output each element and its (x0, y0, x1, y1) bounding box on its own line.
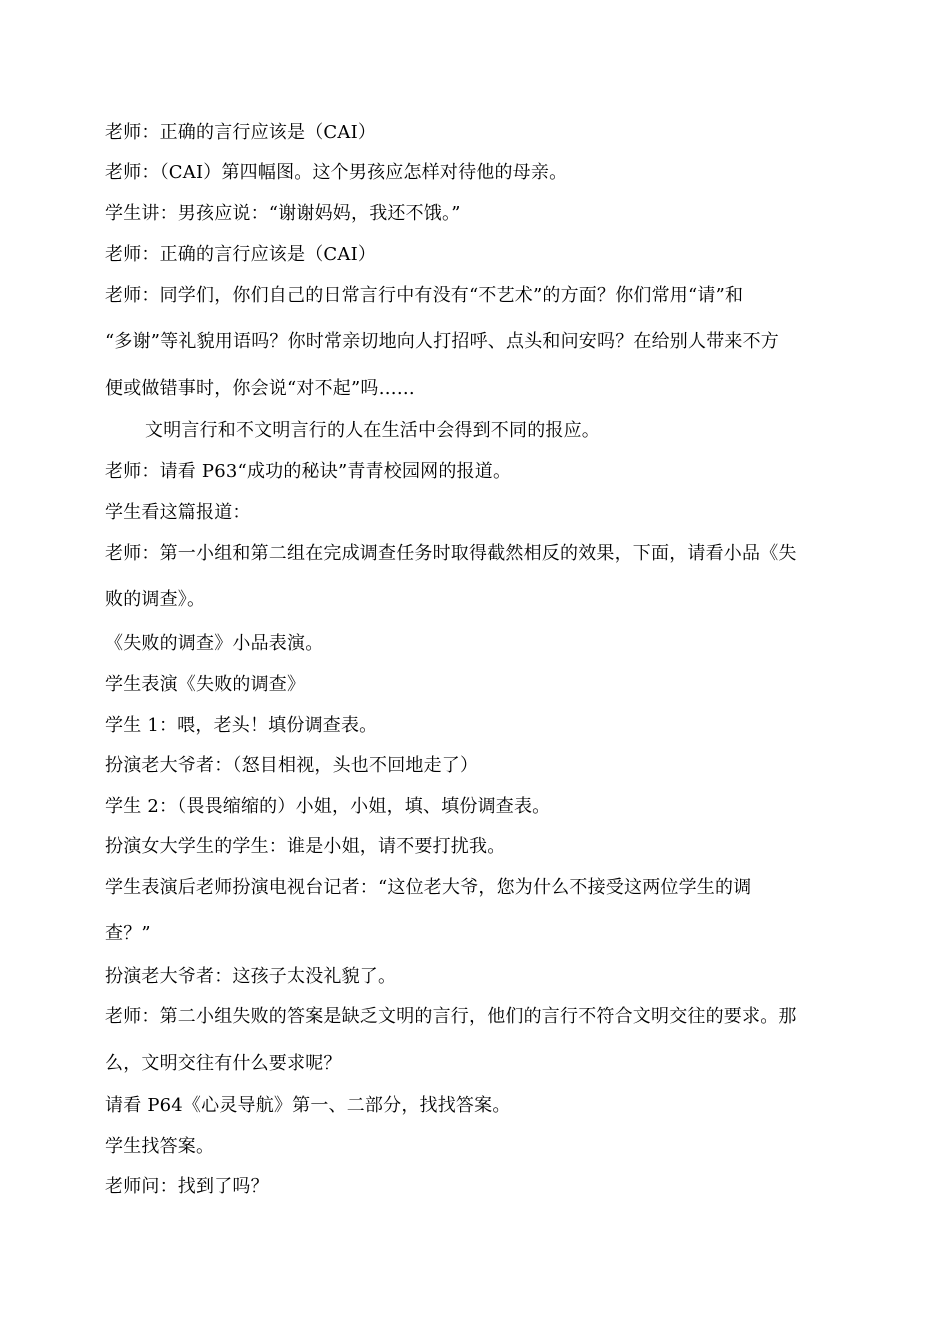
text-line: “多谢”等礼貌用语吗？你时常亲切地向人打招呼、点头和问安吗？在给别人带来不方 (105, 331, 780, 352)
text-line: 学生找答案。 (105, 1136, 215, 1157)
text-line: 文明言行和不文明言行的人在生活中会得到不同的报应。 (145, 420, 600, 441)
text-line: 学生讲：男孩应说：“谢谢妈妈，我还不饿。” (105, 203, 461, 224)
text-line: 查？” (105, 923, 151, 944)
text-line: 老师：同学们，你们自己的日常言行中有没有“不艺术”的方面？你们常用“请”和 (105, 285, 744, 306)
text-line: 学生 1：喂，老头！填份调查表。 (105, 715, 378, 736)
text-line: 学生看这篇报道： (105, 502, 251, 523)
text-line: 么，文明交往有什么要求呢？ (105, 1053, 342, 1074)
text-line: 扮演女大学生的学生：谁是小姐，请不要打扰我。 (105, 836, 506, 857)
text-line: 扮演老大爷者：这孩子太没礼貌了。 (105, 966, 397, 987)
text-line: 学生表演后老师扮演电视台记者：“这位老大爷，您为什么不接受这两位学生的调 (105, 877, 752, 898)
text-line: 老师：（CAI）第四幅图。这个男孩应怎样对待他的母亲。 (105, 162, 568, 183)
text-line: 老师：第二小组失败的答案是缺乏文明的言行，他们的言行不符合文明交往的要求。那 (105, 1006, 797, 1027)
text-line: 老师：请看 P63“成功的秘诀”青青校园网的报道。 (105, 461, 512, 482)
text-line: 扮演老大爷者：（怒目相视，头也不回地走了） (105, 755, 479, 776)
text-line: 《失败的调查》小品表演。 (105, 633, 324, 654)
text-line: 老师：正确的言行应该是（CAI） (105, 122, 377, 143)
text-line: 败的调查》。 (105, 589, 206, 610)
text-line: 便或做错事时，你会说“对不起”吗…… (105, 378, 416, 399)
text-line: 老师：正确的言行应该是（CAI） (105, 244, 377, 265)
text-line: 请看 P64《心灵导航》第一、二部分，找找答案。 (105, 1095, 511, 1116)
text-line: 老师：第一小组和第二组在完成调查任务时取得截然相反的效果，下面，请看小品《失 (105, 543, 797, 564)
text-line: 学生 2：（畏畏缩缩的）小姐，小姐，填、填份调查表。 (105, 796, 551, 817)
text-line: 老师问：找到了吗？ (105, 1176, 269, 1197)
text-line: 学生表演《失败的调查》 (105, 674, 306, 695)
